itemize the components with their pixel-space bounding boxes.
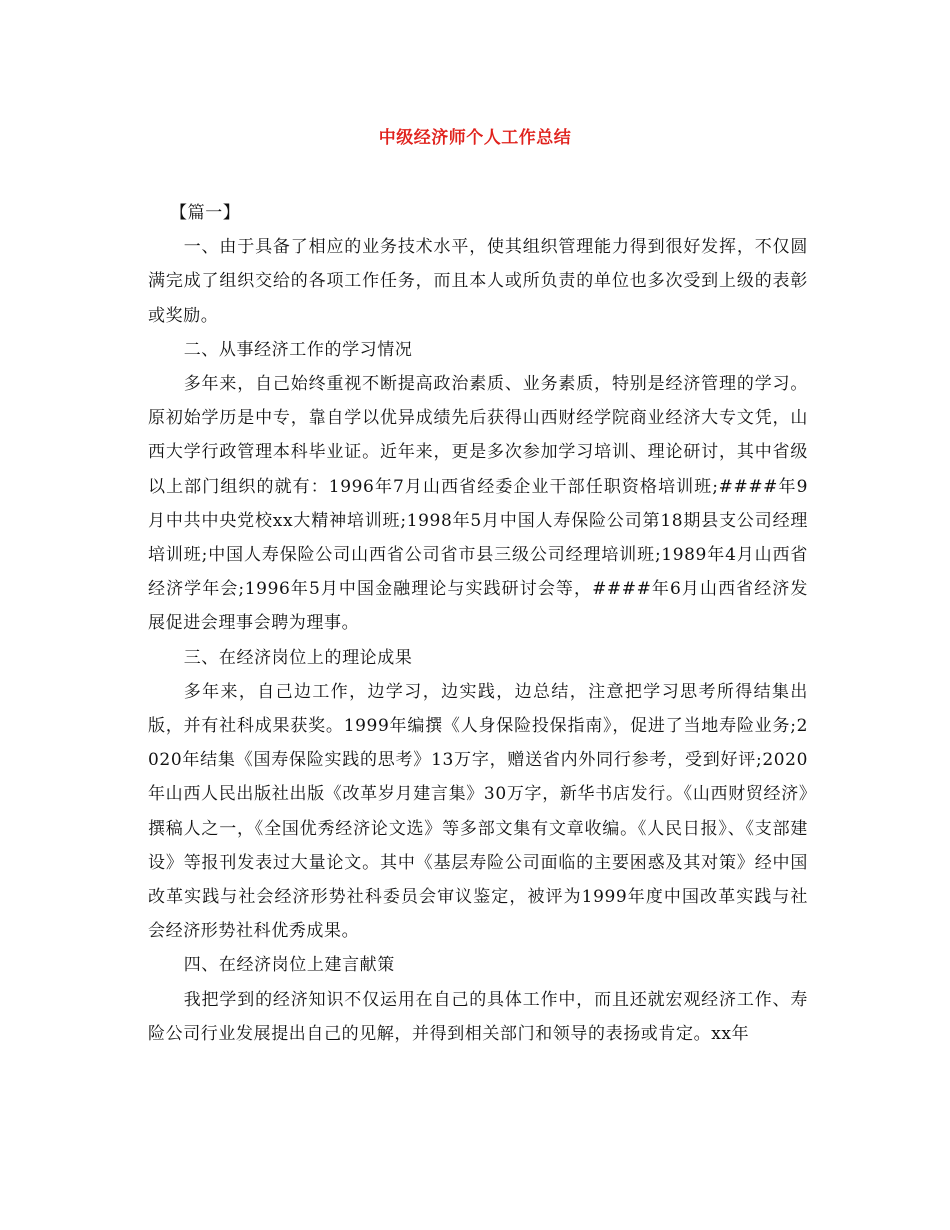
paragraph-suggestions: 我把学到的经济知识不仅运用在自己的具体工作中，而且还就宏观经济工作、寿险公司行业发展提出自己的见解，并得到相关部门和领导的表扬或肯定。xx年 (148, 989, 808, 1044)
document-body (148, 196, 808, 1051)
heading-suggestions: 四、在经济岗位上建言献策 (183, 955, 395, 976)
paragraph-1: 一、由于具备了相应的业务技术水平，使其组织管理能力得到很好发挥，不仅圆满完成了组织交给的各项工作任务，而且本人或所负责的单位也多次受到上级的表彰或奖励。 (148, 237, 808, 326)
paragraph-study: 多年来，自己始终重视不断提高政治素质、业务素质，特别是经济管理的学习。原初始学历是中专，靠自学以优异成绩先后获得山西财经学院商业经济大专文凭，山西大学行政管理本科毕业证。近年来，更是多次参加学习培训、理论研讨，其中省级以上部门组织的就有：1996年7月山西省经委企业干部任职资格培训班;####年9月中共中央党校xx大精神培训班;1998年5月中国人寿保险公司第18期县支公司经理培训班;中国人寿保险公司山西省公司省市县三级公司经理培训班;1989年4月山西省经济学年会;1996年5月中国金融理论与实践研讨会等，####年6月山西省经济发展促进会理事会聘为理事。 (148, 374, 808, 634)
heading-achievements: 三、在经济岗位上的理论成果 (183, 647, 413, 668)
heading-study: 二、从事经济工作的学习情况 (183, 339, 413, 360)
paragraph-achievements: 多年来，自己边工作，边学习，边实践，边总结，注意把学习思考所得结集出版，并有社科成果获奖。1999年编撰《人身保险投保指南》，促进了当地寿险业务;2020年结集《国寿保险实践的思考》13万字，赠送省内外同行参考，受到好评;2020年山西人民出版社出版《改革岁月建言集》30万字，新华书店发行。《山西财贸经济》撰稿人之一，《全国优秀经济论文选》等多部文集有文章收编。《人民日报》、《支部建设》等报刊发表过大量论文。其中《基层寿险公司面临的主要困惑及其对策》经中国改革实践与社会经济形势社科委员会审议鉴定，被评为1999年度中国改革实践与社会经济形势社科优秀成果。 (148, 681, 808, 942)
document-title: 中级经济师个人工作总结 (378, 128, 572, 148)
section-label: 【篇一】 (170, 203, 241, 223)
